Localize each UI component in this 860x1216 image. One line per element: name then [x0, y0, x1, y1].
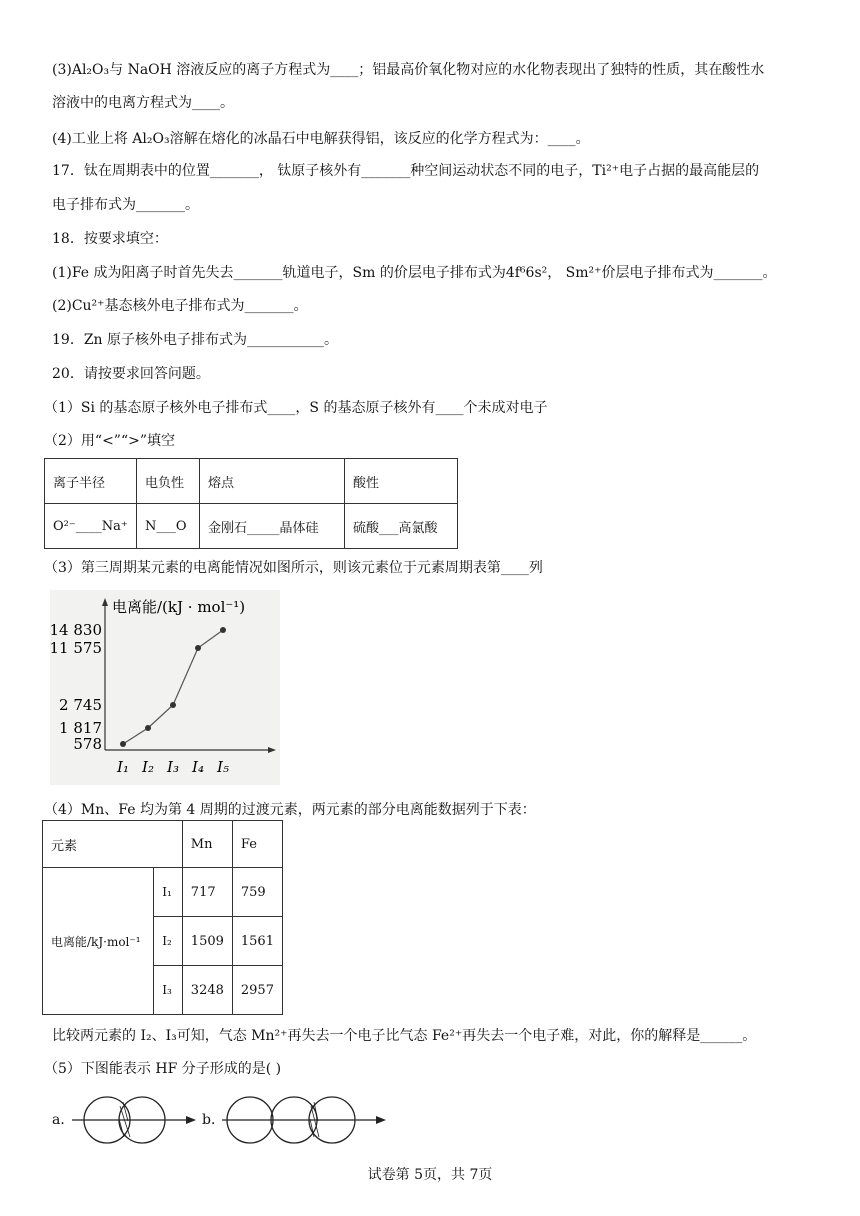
table1-cell: 硫酸___高氯酸	[345, 504, 458, 549]
q20-part1: （1）Si 的基态原子核外电子排布式____，S 的基态原子核外有____个未成对电子	[44, 400, 548, 416]
x-tick-label: I₄	[192, 758, 204, 776]
x-tick-label: I₅	[217, 758, 229, 776]
table2-cell: 3248	[182, 966, 232, 1015]
q18-title: 18．按要求填空：	[52, 231, 168, 247]
table2-cell: 2957	[232, 966, 282, 1015]
option-b-label: b．	[202, 1112, 225, 1128]
table2-cell: 1561	[232, 917, 282, 966]
data-point	[195, 645, 201, 651]
table1-cell: 金刚石_____晶体硅	[200, 504, 345, 549]
q16-line4: (4)工业上将 Al₂O₃溶解在熔化的冰晶石中电解获得铝，该反应的化学方程式为：____。	[52, 131, 590, 147]
option-a-diagram	[72, 1093, 200, 1147]
q20-title: 20．请按要求回答问题。	[52, 366, 210, 382]
table2-cell: 717	[182, 868, 232, 917]
y-axis-label: 电离能/(kJ · mol⁻¹)	[112, 598, 246, 616]
table2-sub: I₂	[154, 917, 183, 966]
table1-cell: O²⁻____Na⁺	[45, 504, 137, 549]
data-point	[220, 627, 226, 633]
table1-header: 离子半径	[45, 459, 137, 504]
x-tick-label: I₂	[142, 758, 154, 776]
ionization-energy-table	[42, 820, 283, 1015]
y-tick-label: 11 575	[50, 639, 102, 657]
table2-sub: I₁	[154, 868, 183, 917]
q20-part4-explain: 比较两元素的 I₂、I₃可知，气态 Mn²⁺再失去一个电子比气态 Fe²⁺再失去一个电子难，对此，你的解释是______。	[52, 1028, 757, 1044]
table2-fe-header: Fe	[232, 821, 282, 868]
q20-part3: （3）第三周期某元素的电离能情况如图所示，则该元素位于元素周期表第____列	[44, 560, 543, 576]
data-point	[170, 702, 176, 708]
q18-line1: (1)Fe 成为阳离子时首先失去_______轨道电子，Sm 的价层电子排布式为4f⁶6s²， Sm²⁺价层电子排布式为_______。	[52, 265, 777, 281]
table1-header: 电负性	[137, 459, 200, 504]
q20-part4: （4）Mn、Fe 均为第 4 周期的过渡元素，两元素的部分电离能数据列于下表：	[44, 802, 536, 818]
q19-line: 19．Zn 原子核外电子排布式为___________。	[52, 332, 339, 348]
table1-cell: N___O	[137, 504, 200, 549]
table2-element-header: 元素	[43, 821, 183, 868]
q20-part5: （5）下图能表示 HF 分子形成的是( )	[44, 1061, 282, 1077]
comparison-table	[44, 458, 458, 549]
option-b-diagram	[222, 1093, 392, 1147]
q16-line3a: (3)Al₂O₃与 NaOH 溶液反应的离子方程式为____；铝最高价氧化物对应的水化物表现出了独特的性质，其在酸性水	[52, 62, 765, 78]
y-tick-label: 2 745	[59, 696, 102, 714]
q17-line2: 电子排布式为_______。	[52, 197, 199, 213]
q20-part2: （2）用“<”“>”填空	[44, 433, 175, 449]
table2-row-label: 电离能/kJ·mol⁻¹	[43, 868, 154, 1015]
table2-cell: 759	[232, 868, 282, 917]
data-point	[120, 741, 126, 747]
ionization-energy-chart	[50, 590, 280, 785]
option-a-label: a．	[52, 1112, 75, 1128]
q17-line1: 17．钛在周期表中的位置_______， 钛原子核外有_______种空间运动状态不同的电子，Ti²⁺电子占据的最高能层的	[52, 163, 760, 179]
page-footer: 试卷第 5页，共 7页	[367, 1167, 493, 1183]
table2-sub: I₃	[154, 966, 183, 1015]
y-tick-label: 1 817	[59, 719, 102, 737]
y-tick-label: 578	[73, 735, 102, 753]
x-tick-label: I₃	[167, 758, 179, 776]
x-tick-label: I₁	[117, 758, 129, 776]
data-point	[145, 725, 151, 731]
q18-line2: (2)Cu²⁺基态核外电子排布式为_______。	[52, 298, 308, 314]
table2-mn-header: Mn	[182, 821, 232, 868]
table2-cell: 1509	[182, 917, 232, 966]
y-tick-label: 14 830	[50, 621, 102, 639]
table1-header: 熔点	[200, 459, 345, 504]
q16-line3b: 溶液中的电离方程式为____。	[52, 95, 234, 111]
table1-header: 酸性	[345, 459, 458, 504]
